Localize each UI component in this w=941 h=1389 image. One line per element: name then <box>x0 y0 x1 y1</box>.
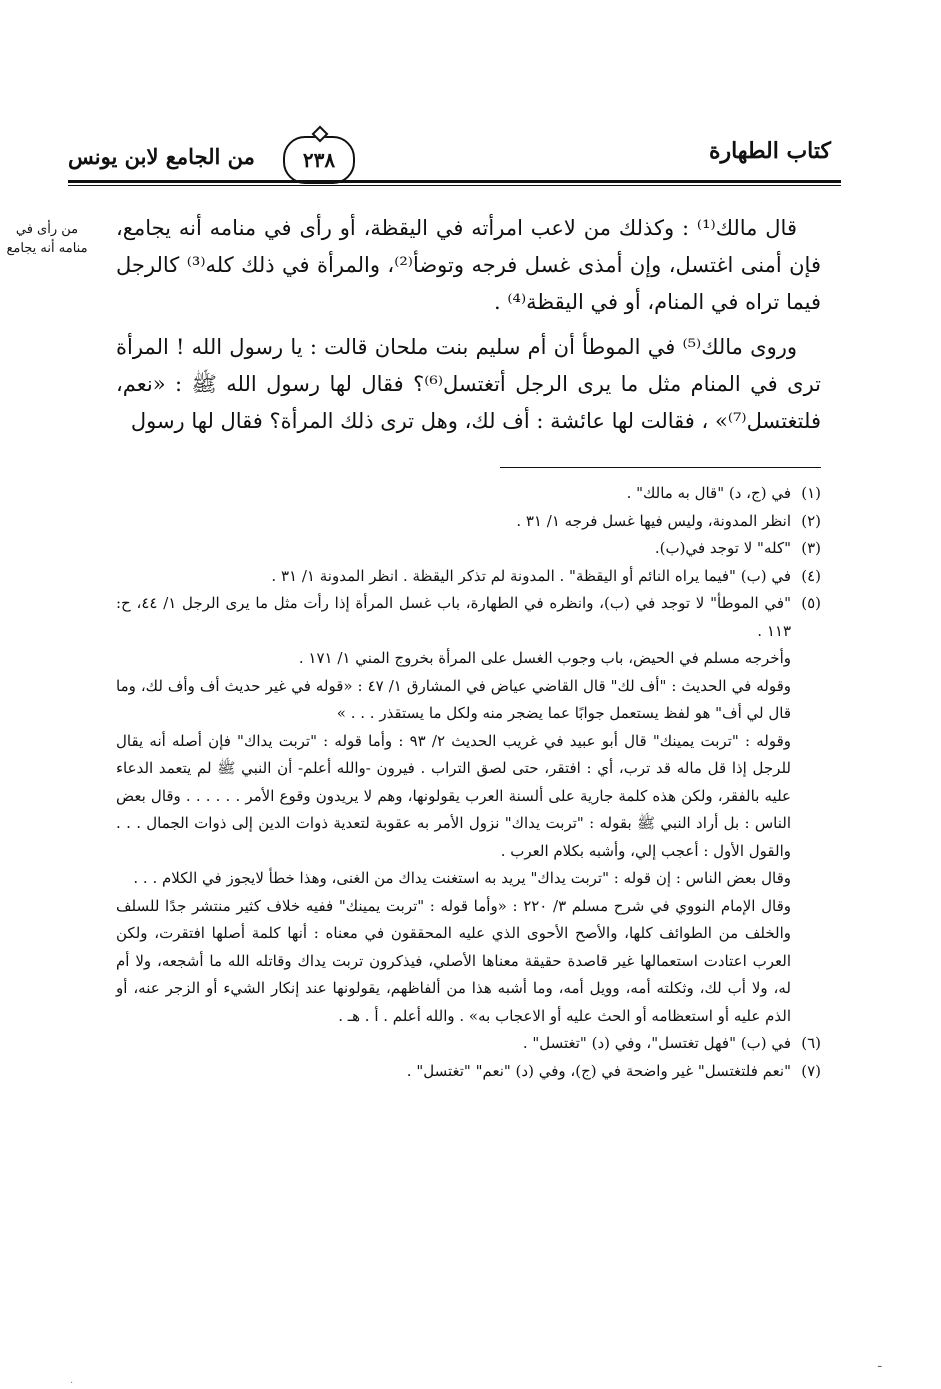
footnote-text: "في الموطأ" لا توجد في (ب)، وانظره في الطهارة، باب غسل المرأة إذا رأت مثل ما يرى الرجل ١/ ٤٤، ح: ١١٣ . <box>116 594 791 640</box>
header-rule-thin <box>68 185 841 186</box>
work-title: من الجامع لابن يونس <box>68 144 255 169</box>
footnote-1 <box>116 480 821 508</box>
page-number: ٢٣٨ <box>283 136 355 184</box>
footnote-text: انظر المدونة، وليس فيها غسل فرجه ١/ ٣١ . <box>516 511 791 530</box>
footnote-text: في (ب) "فيما يراه النائم أو اليقظة" . المدونة لم تذكر اليقظة . انظر المدونة ١/ ٣١ . <box>271 566 791 585</box>
footnote-number: (٤) <box>801 566 821 585</box>
footnote-number: (٦) <box>801 1034 821 1052</box>
footnote-number: (١) <box>801 484 821 502</box>
footnote-number: (٧) <box>801 1061 821 1080</box>
footnote-4 <box>116 563 821 591</box>
footnote-5-continued: وأخرجه مسلم في الحيض، باب وجوب الغسل على المرأة بخروج المني ١/ ١٧١ . <box>298 649 791 667</box>
main-paragraph-1: قال مالك⁽¹⁾ : وكذلك من لاعب امرأته في اليقظة، أو رأى في منامه أنه يجامع، فإن أمنى اغتسل، وإن أمذى غسل فرجه وتوضأ⁽²⁾، والمرأة في ذلك كله⁽³⁾ كالرجل فيما تراه في المنام، أو في اليقظة⁽⁴⁾ . <box>116 216 821 314</box>
scan-speck: ـ <box>878 1356 882 1370</box>
footnote-number: (٣) <box>801 539 821 557</box>
footnote-6 <box>116 1030 821 1058</box>
margin-note: من رأى في منامه أنه يجامع <box>6 222 88 256</box>
footnote-2 <box>116 508 821 536</box>
footnote-5-continued: وقال بعض الناس : إن قوله : "تربت يداك" يريد به استغنت يداك من الغنى، وهذا خطأ لايجوز في الكلام . . . <box>133 869 791 887</box>
footnote-7 <box>116 1058 821 1086</box>
footnote-number: (٥) <box>801 594 821 612</box>
footnote-text: في (ج، د) "قال به مالك" . <box>626 484 791 502</box>
footnotes <box>116 480 821 1085</box>
footnote-text: في (ب) "فهل تغتسل"، وفي (د) "تغتسل" . <box>522 1034 791 1052</box>
footnote-number: (٢) <box>801 511 821 530</box>
main-paragraph-2: وروى مالك⁽⁵⁾ في الموطأ أن أم سليم بنت ملحان قالت : يا رسول الله ! المرأة ترى في المنام مثل ما يرى الرجل أتغتسل⁽⁶⁾؟ فقال لها رسول الله ﷺ : «نعم، فلتغتسل⁽⁷⁾» ، فقالت لها عائشة : أف لك، وهل ترى ذلك المرأة؟ فقال لها رسول <box>116 335 821 433</box>
footnote-5-continued: وقال الإمام النووي في شرح مسلم ٣/ ٢٢٠ : «وأما قوله : "تربت يمينك" ففيه خلاف كثير منتشر جدًا للسلف والخلف من الطوائف كلها، والأصح الأحوى الذي عليه المحققون في معناه : أنها كلمة أصلها افتقرت، ولكن العرب اعتادت استعمالها غير قاصدة حقيقة معناها الأصلي، فيذكرون تربت يداك وقاتله الله ما أشجعه، ولا أم له، ولا أب لك، وثكلته أمه، وويل أمه، وما أشبه هذا من ألفاظهم، يقولونها عند إنكار الشيء أو الزجر عنه، أو الذم عليه أو استعظامه أو الحث عليه أو الاعجاب به» . والله أعلم . أ . هـ . <box>116 896 791 1025</box>
footnote-text: "نعم فلتغتسل" غير واضحة في (ج)، وفي (د) "نعم" "تغتسل" . <box>406 1061 791 1080</box>
footnote-5-continued: وقوله في الحديث : "أف لك" قال القاضي عياض في المشارق ١/ ٤٧ : «قوله في غير حديث أف وأف لك، وما قال لي أف" هو لفظ يستعمل جوابًا عما يضجر منه ولكل ما يستقذر . . . » <box>116 676 792 722</box>
scan-speck: · <box>70 1378 74 1389</box>
footnote-separator <box>500 467 821 468</box>
footnote-5-continued: وقوله : "تربت يمينك" قال أبو عبيد في غريب الحديث ٢/ ٩٣ : وأما قوله : "تربت يداك" فإن أصله أنه يقال للرجل إذا قل ماله قد ترب، أي : افتقر، حتى لصق التراب . فيرون -والله أعلم- أن النبي ﷺ لم يتعمد الدعاء عليه بالفقر، ولكن هذه كلمة جارية على ألسنة العرب يقولونها، وهم لا يريدون وقوع الأمر . . . . . . وقال بعض الناس : بل أراد النبي ﷺ بقوله : "تربت يداك" نزول الأمر به عقوبة لتعدية ذوات الدين إلى ذوات الجمال . . . والقول الأول : أعجب إلي، وأشبه بكلام العرب . <box>116 731 791 860</box>
main-text <box>116 210 821 440</box>
footnote-3 <box>116 535 821 563</box>
header-rule <box>68 180 841 183</box>
footnote-5 <box>116 590 821 645</box>
footnote-text: "كله" لا توجد في(ب). <box>654 539 791 557</box>
book-title: كتاب الطهارة <box>708 138 831 164</box>
